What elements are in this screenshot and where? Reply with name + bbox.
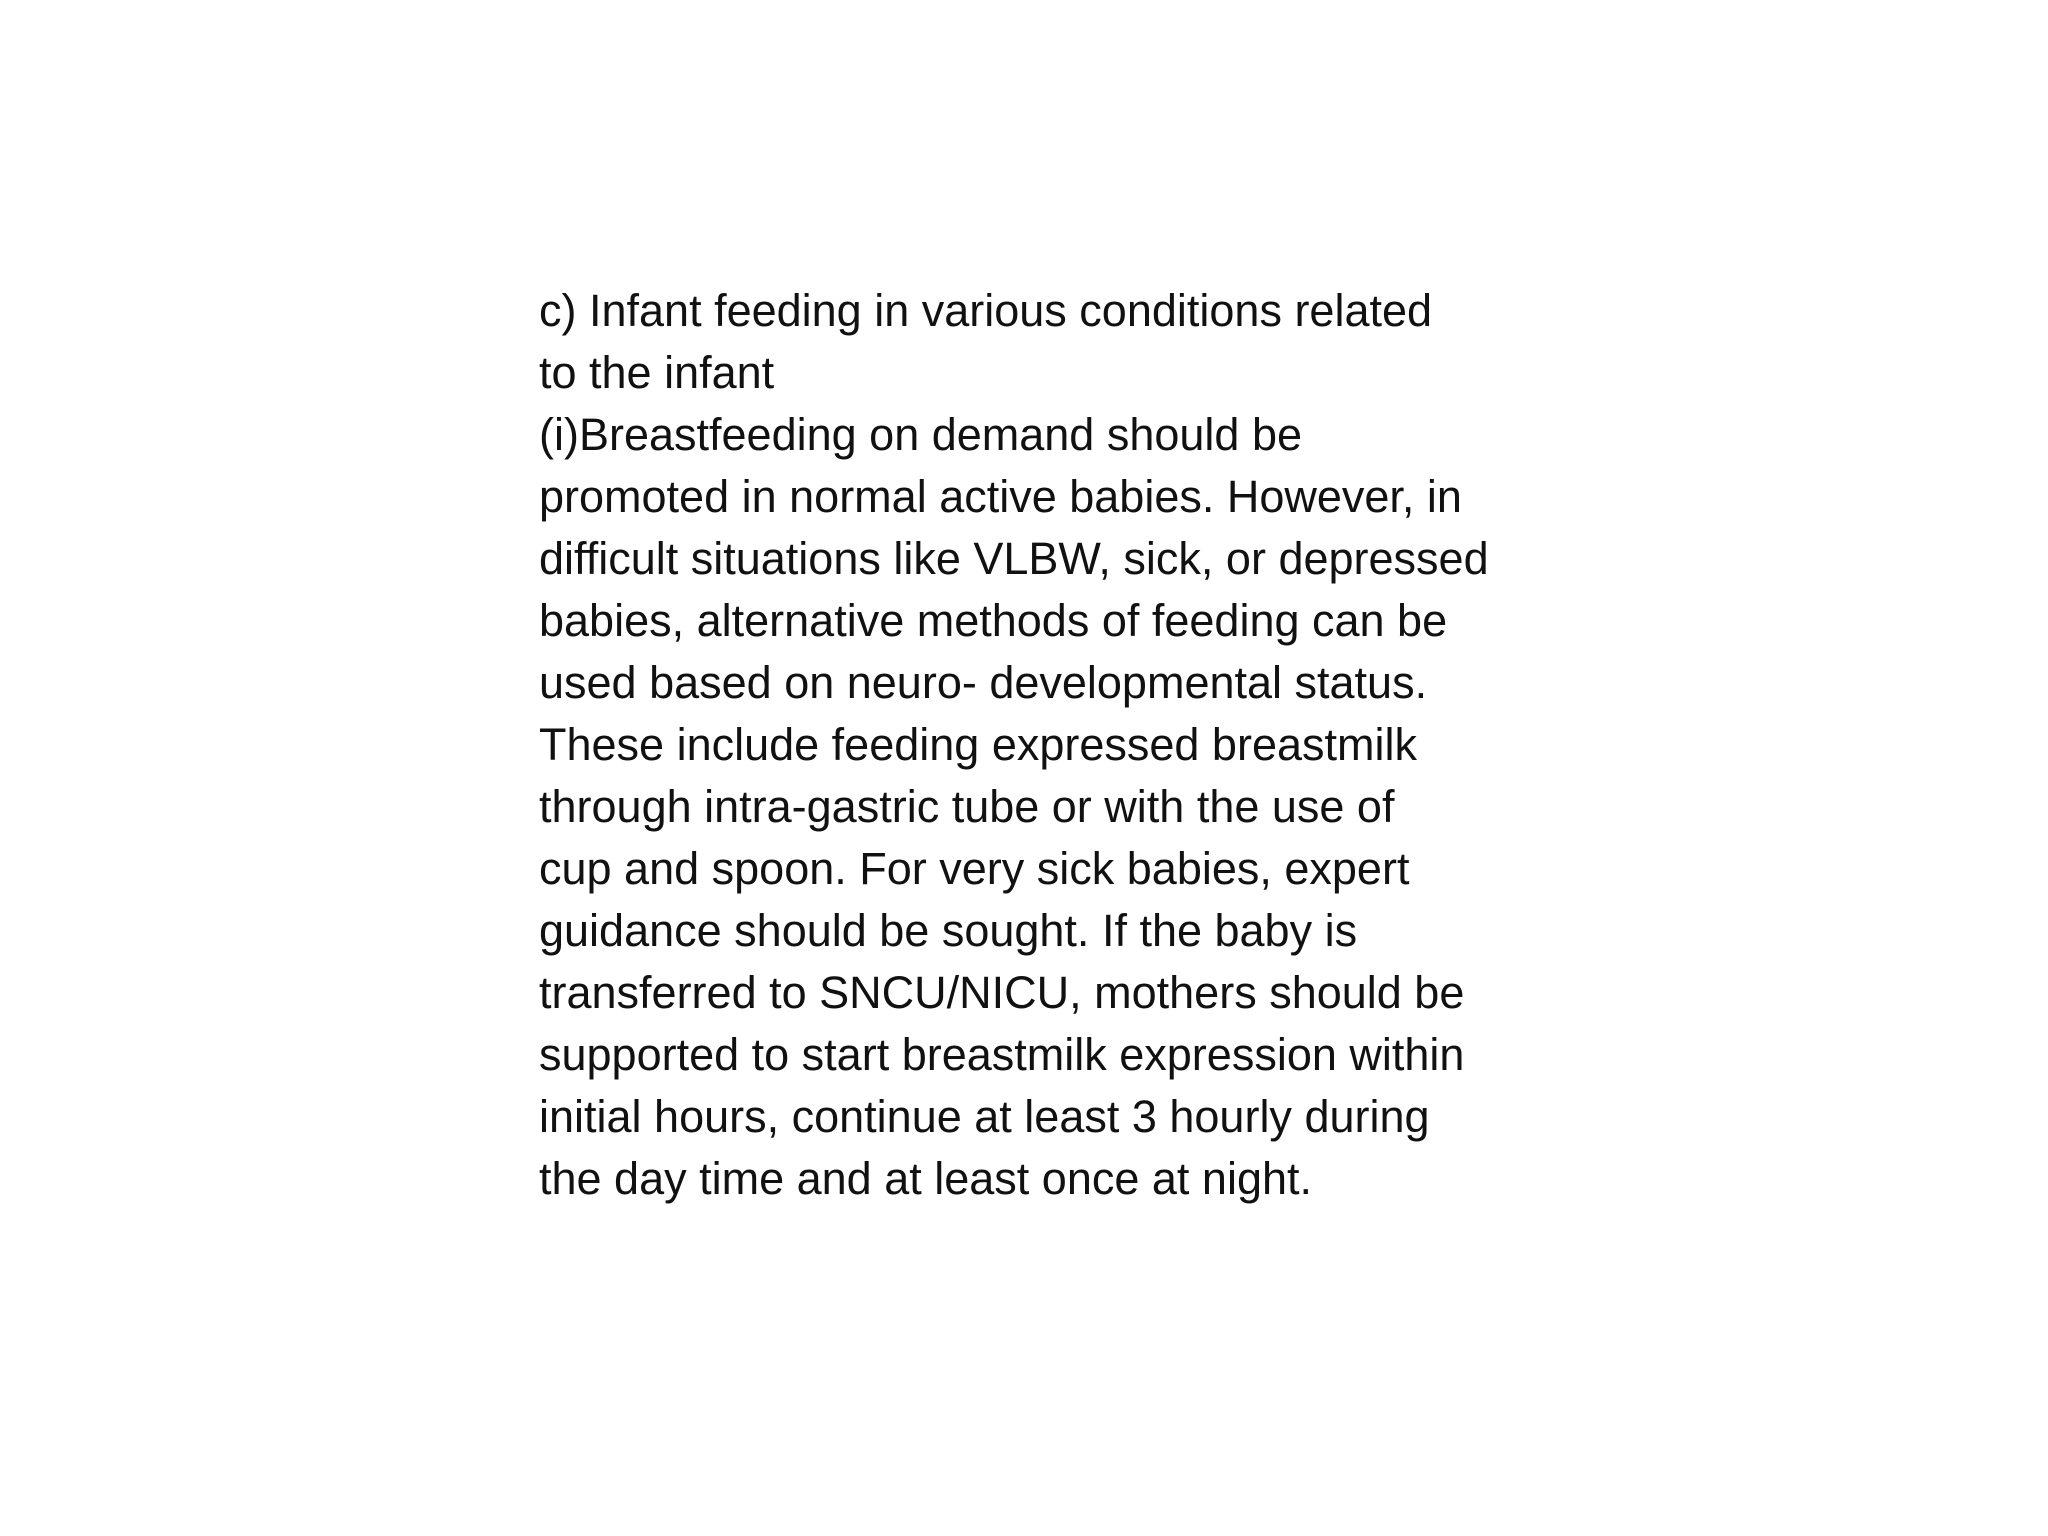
text-line: initial hours, continue at least 3 hourly during <box>539 1091 1430 1142</box>
slide-body-text <box>539 280 1579 1210</box>
text-line: to the infant <box>539 347 775 398</box>
text-line: difficult situations like VLBW, sick, or depressed <box>539 533 1489 584</box>
text-line: through intra-gastric tube or with the use of <box>539 781 1395 832</box>
text-line: promoted in normal active babies. However, in <box>539 471 1462 522</box>
text-line: the day time and at least once at night. <box>539 1153 1312 1204</box>
text-line: guidance should be sought. If the baby is <box>539 905 1358 956</box>
text-line: (i)Breastfeeding on demand should be <box>539 409 1303 460</box>
text-line: supported to start breastmilk expression within <box>539 1029 1465 1080</box>
text-line: transferred to SNCU/NICU, mothers should be <box>539 967 1465 1018</box>
text-line: cup and spoon. For very sick babies, expert <box>539 843 1410 894</box>
text-line: These include feeding expressed breastmilk <box>539 719 1417 770</box>
text-line: used based on neuro- developmental status. <box>539 657 1428 708</box>
text-line: babies, alternative methods of feeding can be <box>539 595 1448 646</box>
text-line: c) Infant feeding in various conditions related <box>539 285 1433 336</box>
